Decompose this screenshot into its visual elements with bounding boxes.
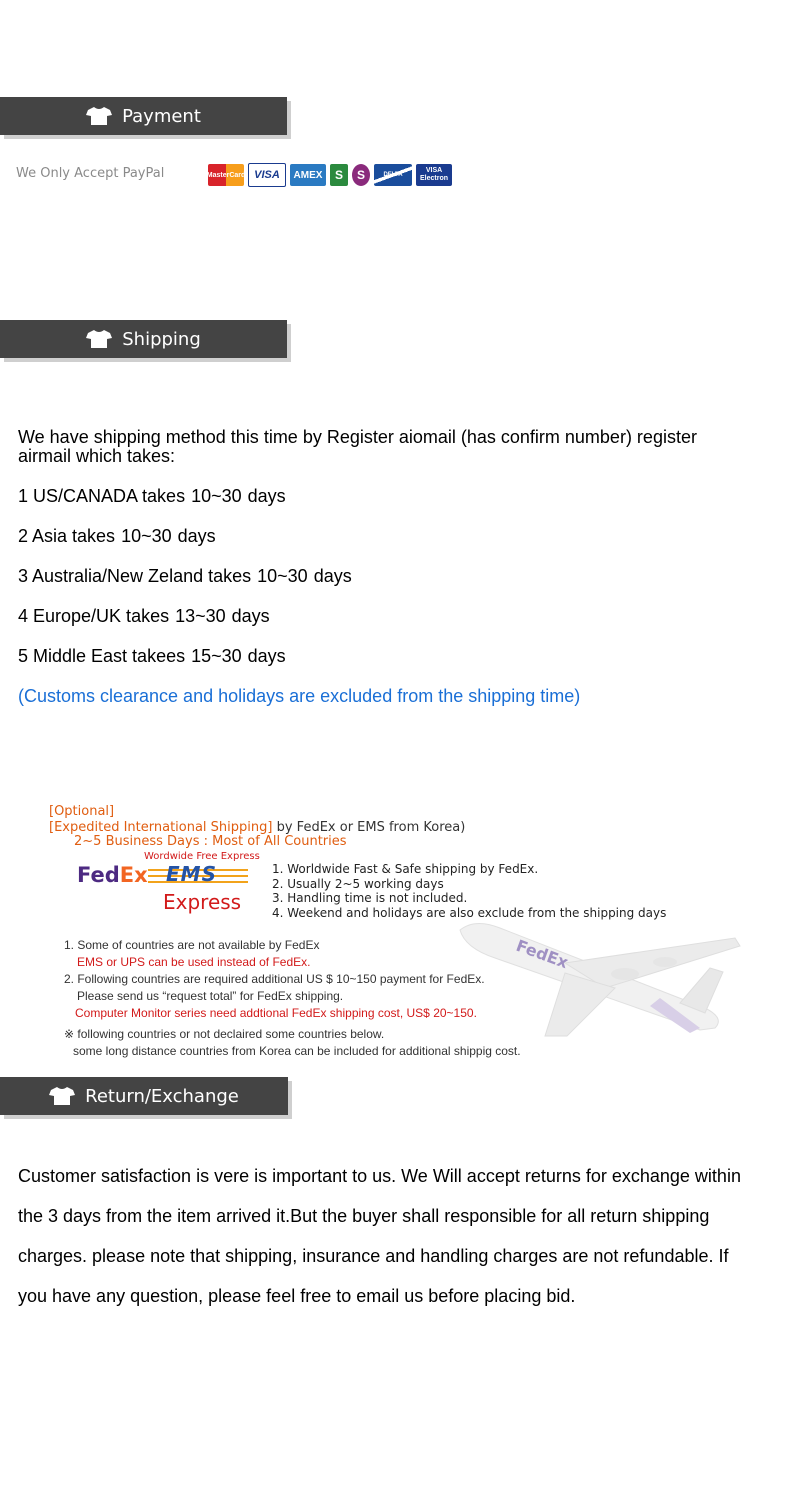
payment-header [0,97,287,135]
shipping-unit: days [231,606,270,626]
fedex-features [272,862,666,920]
shipping-header-label: Shipping [122,328,201,350]
business-days: 2~5 Business Days : Most of All Countries [74,834,347,849]
shipping-header [0,320,287,358]
shipping-line [18,606,270,627]
shipping-intro: We have shipping method this time by Register aiomail (has confirm number) register airmail which takes: [18,427,697,466]
shipping-region: 1 US/CANADA takes [18,486,186,506]
shipping-region: 3 Australia/New Zeland takes [18,566,252,586]
note-item: 1. Some of countries are not available by FedEx [64,938,320,952]
return-header [0,1077,288,1115]
shipping-region: 4 Europe/UK takes [18,606,170,626]
note-item: ※ following countries or not declaired some countries below. [64,1027,385,1041]
note-item: some long distance countries from Korea can be included for additional shippig cost. [73,1044,521,1058]
fedex-logo-fed: Fed [77,863,120,887]
visa-electron-logo: VISA Electron [416,164,452,186]
tshirt-icon [49,1086,75,1106]
shipping-region: 5 Middle East takees [18,646,186,666]
visa-logo: VISA [248,163,286,187]
shipping-unit: days [247,646,286,666]
shipping-region: 2 Asia takes [18,526,116,546]
shipping-unit: days [247,486,286,506]
ems-express-label: Express [163,890,242,914]
note-item: Please send us “request total” for FedEx shipping. [77,989,344,1003]
fedex-logo-ex: Ex [119,863,148,887]
amex-logo: AMEX [290,164,326,186]
shipping-unit: days [313,566,352,586]
shipping-days: 13~30 [175,606,226,626]
shipping-line [18,486,286,507]
feature-item: 3. Handling time is not included. [272,891,468,905]
shipping-days: 15~30 [191,646,242,666]
plane-fedex-label: FedEx [513,935,571,973]
fedex-notes [64,937,521,1060]
card-logos [208,163,452,187]
ems-logo: EMS [166,862,217,886]
mastercard-logo: MasterCard [208,164,244,186]
return-header-label: Return/Exchange [85,1085,239,1107]
expedited-suffix: by FedEx or EMS from Korea) [272,820,466,835]
expedited-label: [Expedited International Shipping] [49,820,273,835]
feature-item: 2. Usually 2~5 working days [272,876,444,891]
return-policy-text: Customer satisfaction is vere is important to us. We Will accept returns for exchange within the 3 days from the item arrived it.But the buyer shall responsible for all return shipping charges. please note that shipping, insurance and handling charges are not refundable. If you have any question, please feel free to email us before placing bid. [18,1166,741,1306]
note-item: EMS or UPS can be used instead of FedEx. [77,955,311,969]
payment-note: We Only Accept PayPal [16,166,165,181]
fedex-logo [77,863,148,887]
customs-note: (Customs clearance and holidays are excluded from the shipping time) [18,686,581,706]
note-item: 2. Following countries are required additional US $ 10~150 payment for FedEx. [64,972,485,986]
shipping-days: 10~30 [191,486,242,506]
optional-label: [Optional] [49,804,115,819]
shipping-line [18,566,352,587]
delta-logo: DELTA [374,164,412,186]
feature-item: 4. Weekend and holidays are also exclude from the shipping days [272,905,667,920]
tshirt-icon [86,329,112,349]
payment-header-label: Payment [122,105,201,127]
switch-logo: S [330,164,348,186]
tshirt-icon [86,106,112,126]
shipping-line [18,526,216,547]
ems-tagline: Wordwide Free Express [144,851,260,862]
feature-item: 1. Worldwide Fast & Safe shipping by FedEx. [272,862,539,876]
shipping-unit: days [177,526,216,546]
shipping-days: 10~30 [121,526,172,546]
note-item: Computer Monitor series need addtional FedEx shipping cost, US$ 20~150. [75,1006,477,1020]
expedited-line [49,820,465,835]
solo-logo: S [352,164,370,186]
shipping-line [18,646,286,667]
shipping-days: 10~30 [257,566,308,586]
